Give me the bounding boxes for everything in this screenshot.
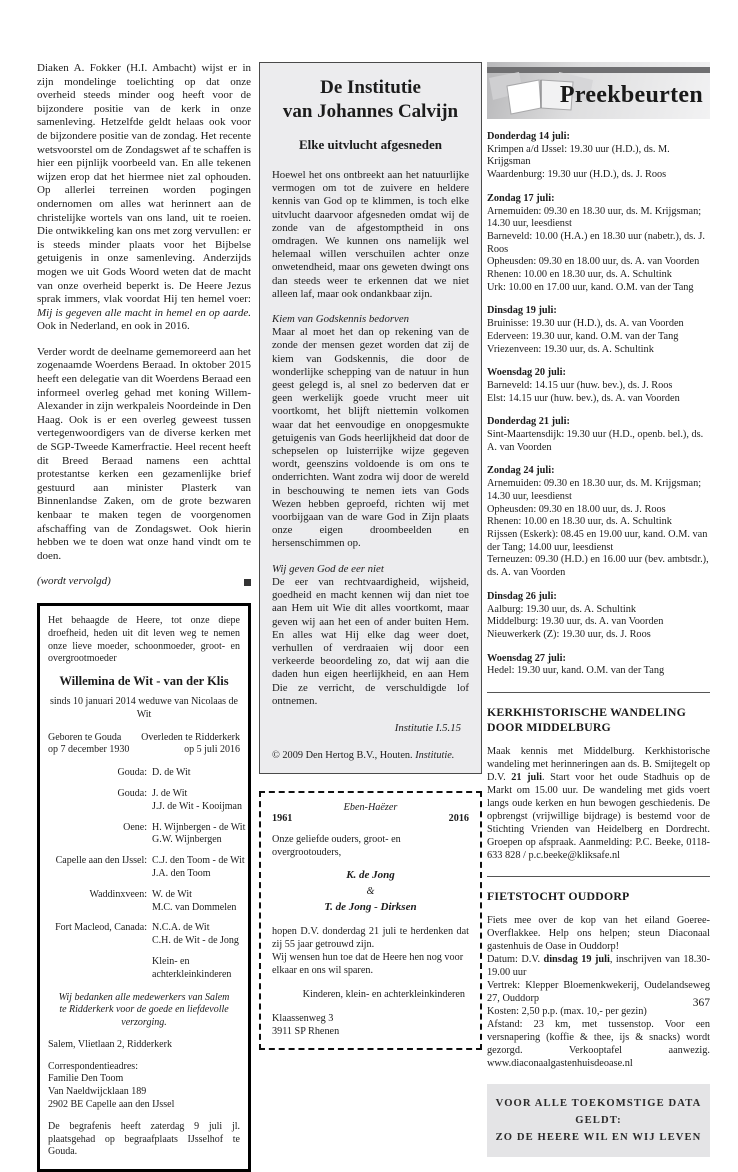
anniversary-motto: Eben-Haëzer <box>343 801 398 813</box>
schedule-list <box>487 131 710 678</box>
article-text: Diaken A. Fokker (H.I. Ambacht) wijst er in zijn mondelinge toelichting op dat onze overheid steeds minder oog heeft voor de bijzondere positie van de kerk in onze samenleving. Hetzelfde geldt helaas ook voor de bijzondere positie van de zondag. Het recente wetsvoorstel om de Zondagswet af te schaffen is hier een pijnlijk voorbeeld van. En alle tekenen wijzen erop dat het hiermee niet zal ophouden. Op allerlei terreinen worden pogingen ondernomen om alles wat herinnert aan de christelijke wortels van ons land, uit te roeien. Die ontwikkeling kan ons met zorg vervullen: er is steeds minder plaats voor het Bijbelse getuigenis in onze samenleving. Anderzijds mogen we uit Gods Woord weten dat de macht van onze overheid beperkt is. De Heere Jezus sprak immers, vlak voordat Hij ten hemel voer: <box>37 62 251 306</box>
schedule-entry: Terneuzen: 09.30 (H.D.) en 16.00 uur (bev. ambtsdr.), ds. A. van Voorden <box>487 554 709 579</box>
family-row: Gouda: J. de Wit J.J. de Wit - Kooijman <box>117 787 242 812</box>
schedule-date: Dinsdag 19 juli: <box>487 305 557 317</box>
source-reference: Institutie I.5.15 <box>394 721 461 734</box>
wandeling-heading: KERKHISTORISCHE WANDELING DOOR MIDDELBURG <box>487 705 686 735</box>
article-paragraph <box>37 62 251 334</box>
schedule-date: Woensdag 27 juli: <box>487 652 566 664</box>
born-died-row <box>48 732 240 758</box>
schedule-entry: Waardenburg: 19.30 uur (H.D.), ds. J. Roos <box>487 169 667 181</box>
article-ending <box>37 575 251 589</box>
copyright-line: © 2009 Den Hertog B.V., Houten. Institutie. <box>272 749 455 761</box>
schedule-entry: Arnemuiden: 09.30 en 18.30 uur, ds. M. Krijgsman; 14.30 uur, leesdienst <box>487 478 702 502</box>
fietstocht-heading: FIETSTOCHT OUDDORP <box>487 889 630 904</box>
born-date: op 7 december 1930 <box>48 744 130 756</box>
year-right: 2016 <box>448 812 469 824</box>
spouse-name: T. de Jong - Dirksen <box>324 900 417 913</box>
middle-column <box>259 62 482 1050</box>
schedule-entry: Nieuwerkerk (Z): 19.30 uur, ds. J. Roos <box>487 628 651 640</box>
anniversary-body: Wij wensen hun toe dat de Heere hen nog voor elkaar en ons wil sparen. <box>272 951 464 976</box>
institutie-title: De Institutie van Johannes Calvijn <box>282 77 459 122</box>
schedule-date: Woensdag 20 juli: <box>487 367 566 379</box>
anniversary-box <box>259 791 482 1050</box>
obituary-box <box>37 603 251 1172</box>
right-column <box>487 62 710 1157</box>
institutie-box <box>259 62 482 774</box>
thanks-note: Wij bedanken alle medewerkers van Salem te Ridderkerk voor de goede en liefdevolle verzorging. <box>58 991 230 1029</box>
salem-address: Salem, Vlietlaan 2, Ridderkerk <box>48 1038 172 1050</box>
died-block <box>141 732 240 758</box>
article-text-end: Ook in Nederland, en ook in 2016. <box>37 320 190 333</box>
born-place: Geboren te Gouda <box>48 731 122 743</box>
schedule-date: Zondag 24 juli: <box>487 465 555 477</box>
schedule-group <box>487 653 710 678</box>
deceased-name: Willemina de Wit - van der Klis <box>59 674 229 689</box>
schedule-entry: Opheusden: 09.30 en 18.00 uur, ds. A. van Voorden <box>487 256 700 268</box>
anniversary-body: hopen D.V. donderdag 21 juli te herdenken dat zij 55 jaar getrouwd zijn. <box>272 925 469 950</box>
family-row: Waddinxveen: W. de Wit M.C. van Dommelen <box>89 888 237 913</box>
died-date: op 5 juli 2016 <box>184 744 240 756</box>
family-row: Oene: H. Wijnbergen - de Wit G.W. Wijnbergen <box>123 821 246 846</box>
funeral-note: De begrafenis heeft zaterdag 9 juli jl. plaatsgehad op begraafplaats IJsselhof te Gouda. <box>48 1120 240 1158</box>
schedule-entry: Arnemuiden: 09.30 en 18.30 uur, ds. M. Krijgsman; 14.30 uur, leesdienst <box>487 205 702 230</box>
schedule-entry: Krimpen a/d IJssel: 19.30 uur (H.D.), ds. M. Krijgsman <box>487 143 670 168</box>
schedule-entry: Elst: 14.15 uur (huw. bev.), ds. A. van Voorden <box>487 392 680 404</box>
schedule-entry: Barneveld: 14.15 uur (huw. bev.), ds. J. Roos <box>487 379 673 391</box>
schedule-group <box>487 465 710 579</box>
page-number: 367 <box>692 997 710 1009</box>
obituary-intro: Het behaagde de Heere, tot onze diepe droefheid, heden uit dit leven weg te nemen onze lieve moeder, schoonmoeder, groot- en overgrootmoeder <box>48 614 240 665</box>
section-divider <box>487 692 710 693</box>
schedule-entry: Rhenen: 10.00 en 18.30 uur, ds. A. Schultink <box>487 269 672 281</box>
schedule-entry: Hedel: 19.30 uur, kand. O.M. van der Tang <box>487 665 665 677</box>
family-row: Fort Macleod, Canada: N.C.A. de Wit C.H. de Wit - de Jong <box>55 922 239 947</box>
future-dates-notice: VOOR ALLE TOEKOMSTIGE DATA GELDT: ZO DE HEERE WIL EN WIJ LEVEN <box>487 1084 710 1157</box>
family-row: Klein- en achterkleinkinderen <box>152 955 232 980</box>
schedule-group <box>487 416 710 454</box>
born-block <box>48 732 129 758</box>
family-row: Capelle aan den IJssel: C.J. den Toom - de Wit J.A. den Toom <box>55 855 245 879</box>
anniversary-address: Klaassenweg 3 3911 SP Rhenen <box>272 1012 340 1037</box>
schedule-group <box>487 591 710 642</box>
left-column <box>37 62 251 1172</box>
institutie-paragraph: Hoewel het ons ontbreekt aan het natuurlijke vermogen om tot de zuivere en heldere kennis van God op te klimmen, is toch elke uitvlucht daarvoor afgesneden omdat wij de zonde van de afgestomptheid in ons omdragen. We kunnen ons namelijk wel helemaal willen verschuilen achter onze onwetendheid, maar ons geweten dwingt ons dan steeds weer te erkennen dat we niet alleen laf, maar ook ondankbaar zijn. <box>272 169 469 300</box>
schedule-date: Donderdag 21 juli: <box>487 416 570 428</box>
ampersand: & <box>366 885 375 897</box>
article-zondagswet <box>37 62 251 589</box>
schedule-date: Donderdag 14 juli: <box>487 131 570 142</box>
schedule-date: Zondag 17 juli: <box>487 192 555 204</box>
schedule-entry: Ederveen: 19.30 uur, kand. O.M. van der Tang <box>487 330 679 342</box>
schedule-entry: Opheusden: 09.30 en 18.00 uur, ds. J. Roos <box>487 503 666 515</box>
schedule-entry: Urk: 10.00 en 17.00 uur, kand. O.M. van der Tang <box>487 281 694 293</box>
article-quote: Mij is gegeven alle macht in hemel en op aarde. <box>37 306 251 319</box>
widow-line: sinds 10 januari 2014 weduwe van Nicolaas de Wit <box>49 695 238 720</box>
schedule-entry: Bruinisse: 19.30 uur (H.D.), ds. A. van Voorden <box>487 318 684 330</box>
schedule-group <box>487 305 710 356</box>
schedule-group <box>487 193 710 295</box>
schedule-group <box>487 131 710 182</box>
wandeling-body: Maak kennis met Middelburg. Kerkhistorische wandeling met herinneringen aan ds. B. Smijtegelt op D.V. 21 juli. Start voor het oude Stadhuis op de Markt om 15.00 uur. De wandeling met gids voert langs oude kerken en hun bewogen geschiedenis. De opbrengst (vrijwillige bijdrage) is bestemd voor de Stichting Vrienden van Heidelberg en Dordrecht. Groepen op afspraak. Aanmelding: P.C. Beeke, 0118-633 828 / p.c.beeke@kliksafe.nl <box>487 746 710 862</box>
end-of-article-marker-icon <box>244 579 251 586</box>
anniversary-signature: Kinderen, klein- en achterkleinkinderen <box>302 988 465 1000</box>
spouse-name: K. de Jong <box>346 868 395 881</box>
schedule-entry: Middelburg: 19.30 uur, ds. A. van Voorden <box>487 616 664 628</box>
institutie-subtitle: Elke uitvlucht afgesneden <box>298 137 442 152</box>
continuation-note: (wordt vervolgd) <box>37 575 111 588</box>
correspondence-address: Correspondentieadres: Familie Den Toom Van Naeldwijcklaan 189 2902 BE Capelle aan den IJssel <box>48 1060 175 1111</box>
article-paragraph: Verder wordt de deelname gememoreerd aan het zogenaamde Woerdens Beraad. In oktober 2015 heeft een delegatie van dit Woerdens Beraad een informeel overleg gehad met koning Willem-Alexander in zijn werkpaleis Noordeinde in Den Haag. Ook is er een overleg geweest tussen vertegenwoordigers van de diverse kerken met de SGP-Tweede Kamerfractie. Heel recent heeft dit Breed Beraad namens een achttal protestantse kerken een gezamenlijke brief gestuurd aan minister Plasterk van Binnenlandse Zaken, om de grote bezwaren kenbaar te maken tegen de voorgenomen afschaffing van de Zondagswet. Ook hierin hebben we te doen wat onze hand vindt om te doen. <box>37 345 251 562</box>
schedule-entry: Barneveld: 10.00 (H.A.) en 18.30 uur (nabetr.), ds. J. Roos <box>487 230 705 255</box>
schedule-entry: Vriezenveen: 19.30 uur, ds. A. Schultink <box>487 343 654 355</box>
fietstocht-body: Fiets mee over de kop van het eiland Goeree-Overflakkee. Help ons helpen; steun Diaconaal gastenhuis de Oase in Ouddorp! Datum: D.V. dinsdag 19 juli, inschrijven van 18.30-19.00 uur Vertrek: Klepper Bloemenkwekerij, Oudelandseweg 27, Ouddorp Kosten: 2,50 p.p. (max. 10,- per gezin) Afstand: 23 km, met tussenstop. Voor een versnapering (koffie & thee, ijs & snacks) wordt gezorgd. Verkooptafel aanwezig. www.diaconaalgastenhuisdeoase.nl <box>487 915 710 1070</box>
schedule-entry: Aalburg: 19.30 uur, ds. A. Schultink <box>487 603 636 615</box>
year-left: 1961 <box>272 812 293 824</box>
family-row: Gouda: D. de Wit <box>117 767 191 779</box>
institutie-paragraph: De eer van rechtvaardigheid, wijsheid, goedheid en macht kennen wij dan niet toe aan Hem uit Wie dit alles voortkomt, maar geven wij aan het een of ander buiten Hem. En alles wat Hij elke dag weer doet, verhullen of verdraaien wij door een verkeerde beoordeling zo, dat wij aan die daden hun eigen heerlijkheid, en aan Hem Die ze verricht, de verschuldigde lof ontnemen. <box>272 575 469 707</box>
schedule-entry: Sint-Maartensdijk: 19.30 uur (H.D., openb. bel.), ds. A. van Voorden <box>487 429 704 453</box>
schedule-entry: Rhenen: 10.00 en 18.30 uur, ds. A. Schultink <box>487 516 672 528</box>
section-heading: Kiem van Godskennis bedorven <box>272 313 410 326</box>
schedule-group <box>487 367 710 405</box>
banner-title: Preekbeurten <box>559 82 703 108</box>
died-place: Overleden te Ridderkerk <box>141 731 240 743</box>
anniversary-intro: Onze geliefde ouders, groot- en overgrootouders, <box>272 833 401 858</box>
schedule-date: Dinsdag 26 juli: <box>487 590 557 602</box>
section-heading: Wij geven God de eer niet <box>272 562 384 575</box>
institutie-paragraph: Maar al moet het dan op rekening van de zonde der mensen gezet worden dat zij de kiem van Godskennis, die door de wonderlijke schepping van de natuur in hun geest gelegd is, al snel zo bederven dat er geen werkelijk goede vrucht meer uit voortkomt, het blijft niettemin volkomen waar dat het eenvoudige en onopgesmukte getuigenis van Gods heerlijkheid dat door de schepselen op luisterrijke wijze gegeven wordt, geenszins voldoende is om ons te onderrichten. Want zodra wij door de wereld in beschouwing te nemen iets van Gods Wezen hebben geproefd, richten wij met voorbijgaan van de ware God in Zijn plaats onze eigen droombeelden en hersenschimmen op. <box>272 326 469 550</box>
schedule-entry: Rijssen (Eskerk): 08.45 en 19.00 uur, kand. O.M. van der Tang; 14.00 uur, leesdienst <box>487 528 708 553</box>
section-divider <box>487 876 710 877</box>
preekbeurten-banner <box>487 62 710 119</box>
